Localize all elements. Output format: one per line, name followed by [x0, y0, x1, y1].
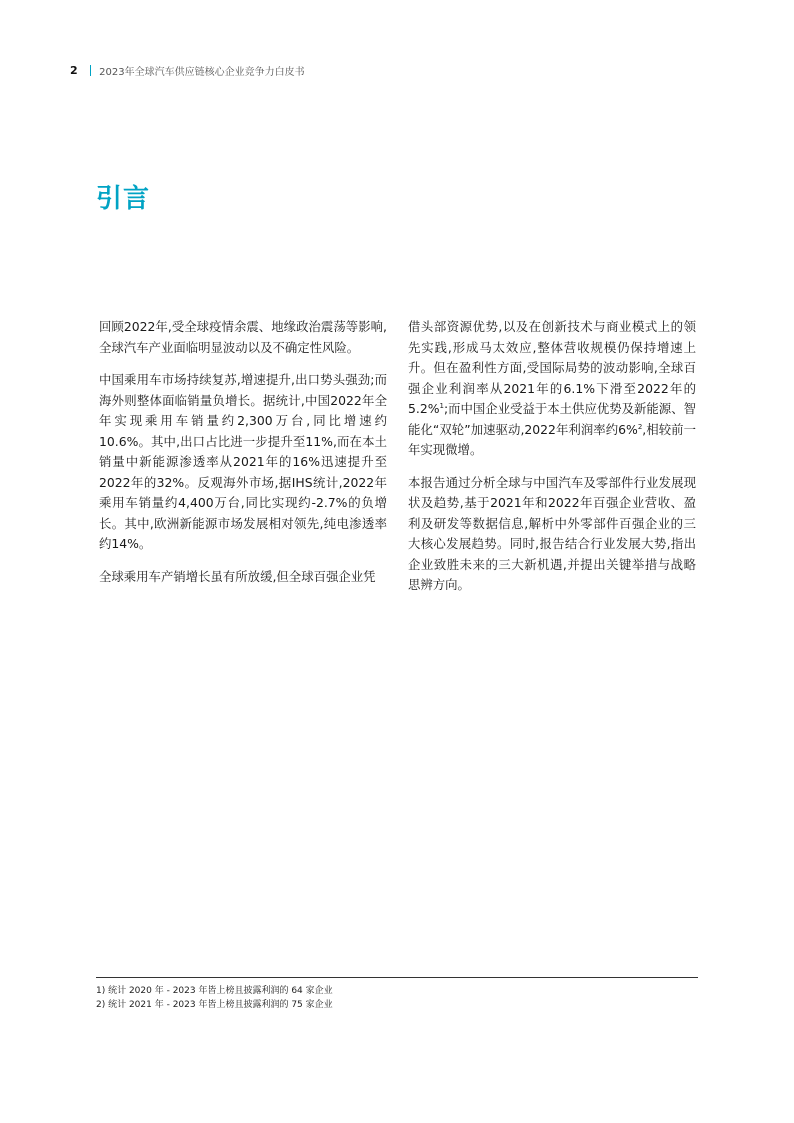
paragraph: [408, 317, 696, 461]
paragraph-text: ;而中国企业受益于本土供应优势及新能源、智能化“双轮”加速驱动,2022年利润率约6%: [408, 401, 696, 437]
paragraph: 全球乘用车产销增长虽有所放缓,但全球百强企业凭: [99, 568, 376, 584]
paragraph: 中国乘用车市场持续复苏,增速提升,出口势头强劲;而海外则整体面临销量负增长。据统计,中国2022年全年实现乘用车销量约2,300万台,同比增速约10.6%。其中,出口占比进一步提升至11%,而在本土销量中新能源渗透率从2021年的16%迅速提升至2022年的32%。反观海外市场,据IHS统计,2022年乘用车销量约4,400万台,同比实现约-2.7%的负增长。其中,欧洲新能源市场发展相对领先,纯电渗透率约14%。: [99, 372, 387, 551]
section-title: 引言: [96, 184, 151, 214]
header-divider: [90, 65, 92, 76]
left-column: [99, 317, 387, 599]
right-column: [408, 317, 696, 608]
paragraph-text: 借头部资源优势,以及在创新技术与商业模式上的领先实践,形成马太效应,整体营收规模仍保持增速上升。但在盈利性方面,受国际局势的波动影响,全球百强企业利润率从2021年的6.1%下滑至2022年的5.2%: [408, 319, 696, 416]
footnote-ref: 1: [439, 401, 444, 410]
paragraph-text: ,相较前一年实现微增。: [408, 421, 696, 457]
running-header: [70, 62, 305, 78]
footnote-ref: 2: [637, 422, 643, 431]
page-number: 2: [70, 63, 78, 77]
footnotes: [96, 985, 333, 1012]
running-title: 2023年全球汽车供应链核心企业竞争力白皮书: [99, 66, 305, 78]
paragraph: 回顾2022年,受全球疫情余震、地缘政治震荡等影响,全球汽车产业面临明显波动以及不确定性风险。: [99, 319, 387, 355]
paragraph: 本报告通过分析全球与中国汽车及零部件行业发展现状及趋势,基于2021年和2022年百强企业营收、盈利及研发等数据信息,解析中外零部件百强企业的三大核心发展趋势。同时,报告结合行业发展大势,指出企业致胜未来的三大新机遇,并提出关键举措与战略思辨方向。: [408, 474, 696, 592]
footnote-divider: [96, 977, 698, 978]
footnote: 1) 统计 2020 年 - 2023 年皆上榜且披露利润的 64 家企业: [96, 986, 333, 996]
footnote: 2) 统计 2021 年 - 2023 年皆上榜且披露利润的 75 家企业: [96, 999, 333, 1010]
